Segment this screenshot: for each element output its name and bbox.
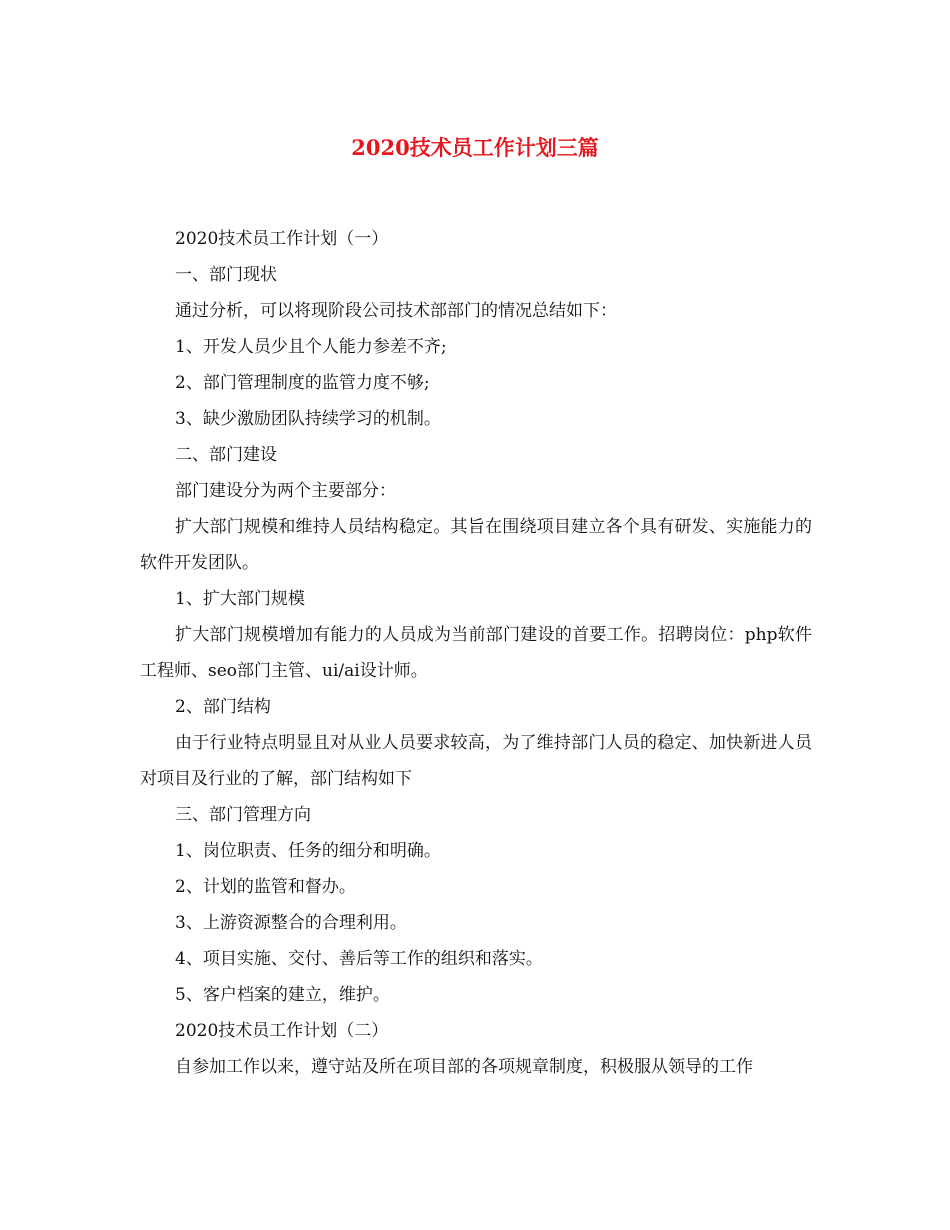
list-item: 1、扩大部门规模 (175, 589, 305, 609)
list-item: 1、开发人员少且个人能力参差不齐; (175, 337, 447, 357)
paragraph: 通过分析，可以将现阶段公司技术部部门的情况总结如下： (175, 301, 617, 321)
subsection-heading: 一、部门现状 (175, 265, 277, 285)
list-item: 5、客户档案的建立，维护。 (175, 985, 390, 1005)
list-item: 1、岗位职责、任务的细分和明确。 (175, 841, 441, 861)
list-item: 3、上游资源整合的合理利用。 (175, 913, 407, 933)
list-item: 4、项目实施、交付、善后等工作的组织和落实。 (175, 949, 543, 969)
list-item: 2、部门管理制度的监管力度不够; (175, 373, 430, 393)
paragraph: 由于行业特点明显且对从业人员要求较高，为了维持部门人员的稳定、加快新进人员对项目及行业的了解，部门结构如下 (140, 733, 812, 789)
document-body (140, 221, 812, 1085)
list-item: 2、部门结构 (175, 697, 271, 717)
list-item: 3、缺少激励团队持续学习的机制。 (175, 409, 441, 429)
document-title: 2020技术员工作计划三篇 (351, 135, 599, 160)
subsection-heading: 三、部门管理方向 (175, 805, 311, 825)
paragraph: 扩大部门规模和维持人员结构稳定。其旨在围绕项目建立各个具有研发、实施能力的软件开发团队。 (140, 517, 812, 573)
list-item: 2、计划的监管和督办。 (175, 877, 356, 897)
paragraph: 扩大部门规模增加有能力的人员成为当前部门建设的首要工作。招聘岗位：php软件工程师、seo部门主管、ui/ai设计师。 (140, 625, 812, 681)
paragraph: 部门建设分为两个主要部分： (175, 481, 396, 501)
section-heading: 2020技术员工作计划（二） (175, 1021, 389, 1041)
subsection-heading: 二、部门建设 (175, 445, 277, 465)
section-heading: 2020技术员工作计划（一） (175, 229, 389, 249)
paragraph: 自参加工作以来，遵守站及所在项目部的各项规章制度，积极服从领导的工作 (175, 1057, 753, 1077)
